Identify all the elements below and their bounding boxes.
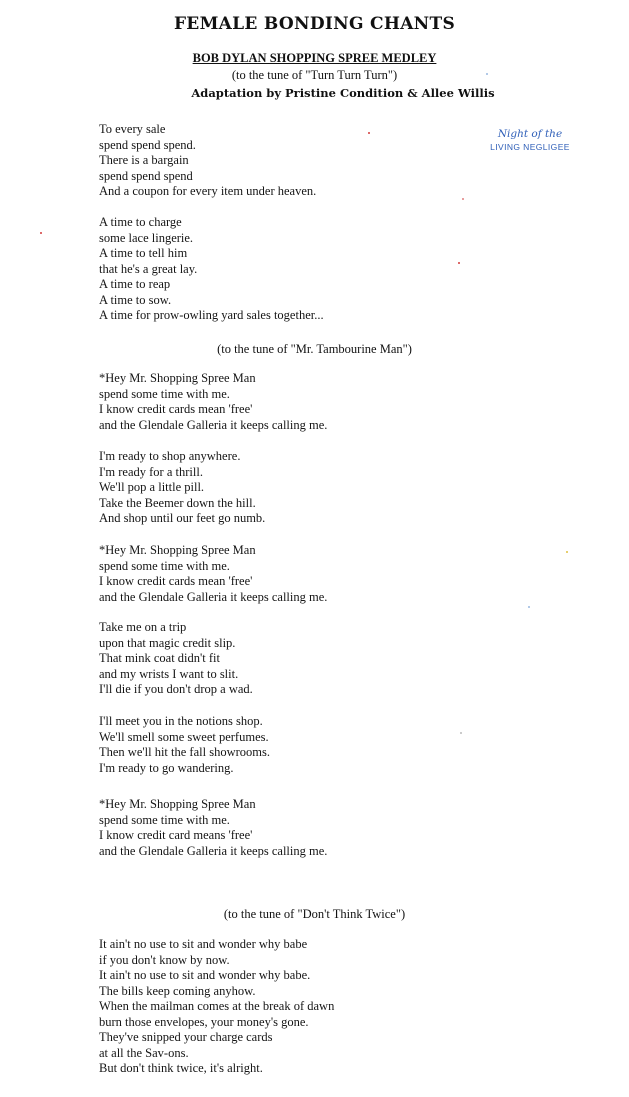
lyric-line: A time for prow-owling yard sales together... bbox=[99, 308, 324, 322]
lyric-line: spend spend spend. bbox=[99, 137, 196, 152]
lyric-line: A time to sow. bbox=[99, 292, 172, 307]
lyric-line: I'm ready to shop anywhere. bbox=[99, 449, 241, 463]
lyric-line: And a coupon for every item under heaven. bbox=[99, 184, 317, 198]
stamp-line-1: Night of the bbox=[497, 128, 563, 140]
lyric-line: spend spend spend bbox=[99, 168, 193, 183]
stanza bbox=[99, 714, 270, 776]
lyric-line: A time to tell him bbox=[99, 246, 188, 260]
lyric-line: *Hey Mr. Shopping Spree Man bbox=[99, 371, 256, 385]
lyric-line: To every sale bbox=[99, 122, 166, 136]
tune-note-mr-tambourine-man: (to the tune of "Mr. Tambourine Man") bbox=[217, 342, 412, 356]
lyric-line: *Hey Mr. Shopping Spree Man bbox=[99, 797, 256, 811]
adaptation-credit: Adaptation by Pristine Condition & Allee Willis bbox=[191, 86, 495, 100]
lyric-line: I'll die if you don't drop a wad. bbox=[99, 682, 253, 696]
lyric-line: There is a bargain bbox=[99, 153, 189, 167]
stanza bbox=[99, 937, 334, 1077]
tune-note-turn-turn-turn: (to the tune of "Turn Turn Turn") bbox=[231, 68, 398, 82]
lyric-line: We'll smell some sweet perfumes. bbox=[99, 729, 269, 744]
scan-speck bbox=[566, 551, 568, 553]
lyric-line: The bills keep coming anyhow. bbox=[99, 983, 256, 998]
tune-note-dont-think-twice: (to the tune of "Don't Think Twice") bbox=[223, 907, 406, 921]
scan-speck bbox=[40, 232, 42, 234]
stanza bbox=[99, 797, 327, 859]
lyric-line: They've snipped your charge cards bbox=[99, 1030, 273, 1044]
lyric-line: I know credit cards mean 'free' bbox=[99, 574, 253, 588]
lyric-line: spend some time with me. bbox=[99, 812, 230, 827]
scan-speck bbox=[368, 132, 370, 134]
lyric-line: some lace lingerie. bbox=[99, 230, 194, 245]
stanza bbox=[99, 122, 316, 200]
lyric-line: upon that magic credit slip. bbox=[99, 635, 236, 650]
lyric-line: Then we'll hit the fall showrooms. bbox=[99, 745, 270, 759]
lyric-line: and my wrists I want to slit. bbox=[99, 666, 239, 681]
lyric-line: It ain't no use to sit and wonder why babe. bbox=[99, 968, 311, 982]
lyric-line: if you don't know by now. bbox=[99, 952, 230, 967]
lyric-line: But don't think twice, it's alright. bbox=[99, 1061, 263, 1075]
lyric-line: that he's a great lay. bbox=[99, 261, 198, 276]
lyric-line: I'm ready to go wandering. bbox=[99, 760, 234, 775]
lyric-line: and the Glendale Galleria it keeps calling me. bbox=[99, 843, 328, 858]
scan-speck bbox=[458, 262, 460, 264]
lyric-line: That mink coat didn't fit bbox=[99, 651, 220, 665]
lyric-line: *Hey Mr. Shopping Spree Man bbox=[99, 543, 256, 557]
scan-speck bbox=[460, 732, 462, 734]
lyric-line: I'll meet you in the notions shop. bbox=[99, 714, 263, 728]
night-of-the-living-negligee-stamp bbox=[470, 128, 590, 153]
stanza bbox=[99, 371, 327, 433]
lyric-line: We'll pop a little pill. bbox=[99, 480, 205, 494]
lyric-line: And shop until our feet go numb. bbox=[99, 511, 266, 525]
lyric-line: spend some time with me. bbox=[99, 558, 230, 573]
lyric-line: burn those envelopes, your money's gone. bbox=[99, 1014, 309, 1029]
lyric-line: and the Glendale Galleria it keeps calling me. bbox=[99, 417, 328, 432]
scan-speck bbox=[486, 73, 488, 75]
lyric-line: and the Glendale Galleria it keeps calling me. bbox=[99, 589, 328, 604]
medley-subtitle: BOB DYLAN SHOPPING SPREE MEDLEY bbox=[192, 51, 437, 65]
lyric-line: Take me on a trip bbox=[99, 620, 187, 634]
scan-speck bbox=[462, 198, 464, 200]
stanza bbox=[99, 620, 253, 698]
lyric-line: spend some time with me. bbox=[99, 386, 230, 401]
stanza bbox=[99, 215, 324, 324]
lyric-line: I'm ready for a thrill. bbox=[99, 464, 203, 479]
lyric-line: A time to reap bbox=[99, 277, 171, 291]
stanza bbox=[99, 543, 327, 605]
scan-speck bbox=[528, 606, 530, 608]
stanza bbox=[99, 449, 265, 527]
lyric-line: When the mailman comes at the break of dawn bbox=[99, 999, 335, 1013]
lyric-line: I know credit cards mean 'free' bbox=[99, 402, 253, 416]
lyric-line: A time to charge bbox=[99, 215, 182, 229]
page-title: FEMALE BONDING CHANTS bbox=[173, 14, 456, 34]
lyric-line: I know credit card means 'free' bbox=[99, 828, 253, 842]
lyric-line: at all the Sav-ons. bbox=[99, 1045, 189, 1060]
stamp-line-2: LIVING NEGLIGEE bbox=[490, 142, 570, 152]
lyric-line: Take the Beemer down the hill. bbox=[99, 495, 256, 510]
lyric-line: It ain't no use to sit and wonder why babe bbox=[99, 937, 308, 951]
